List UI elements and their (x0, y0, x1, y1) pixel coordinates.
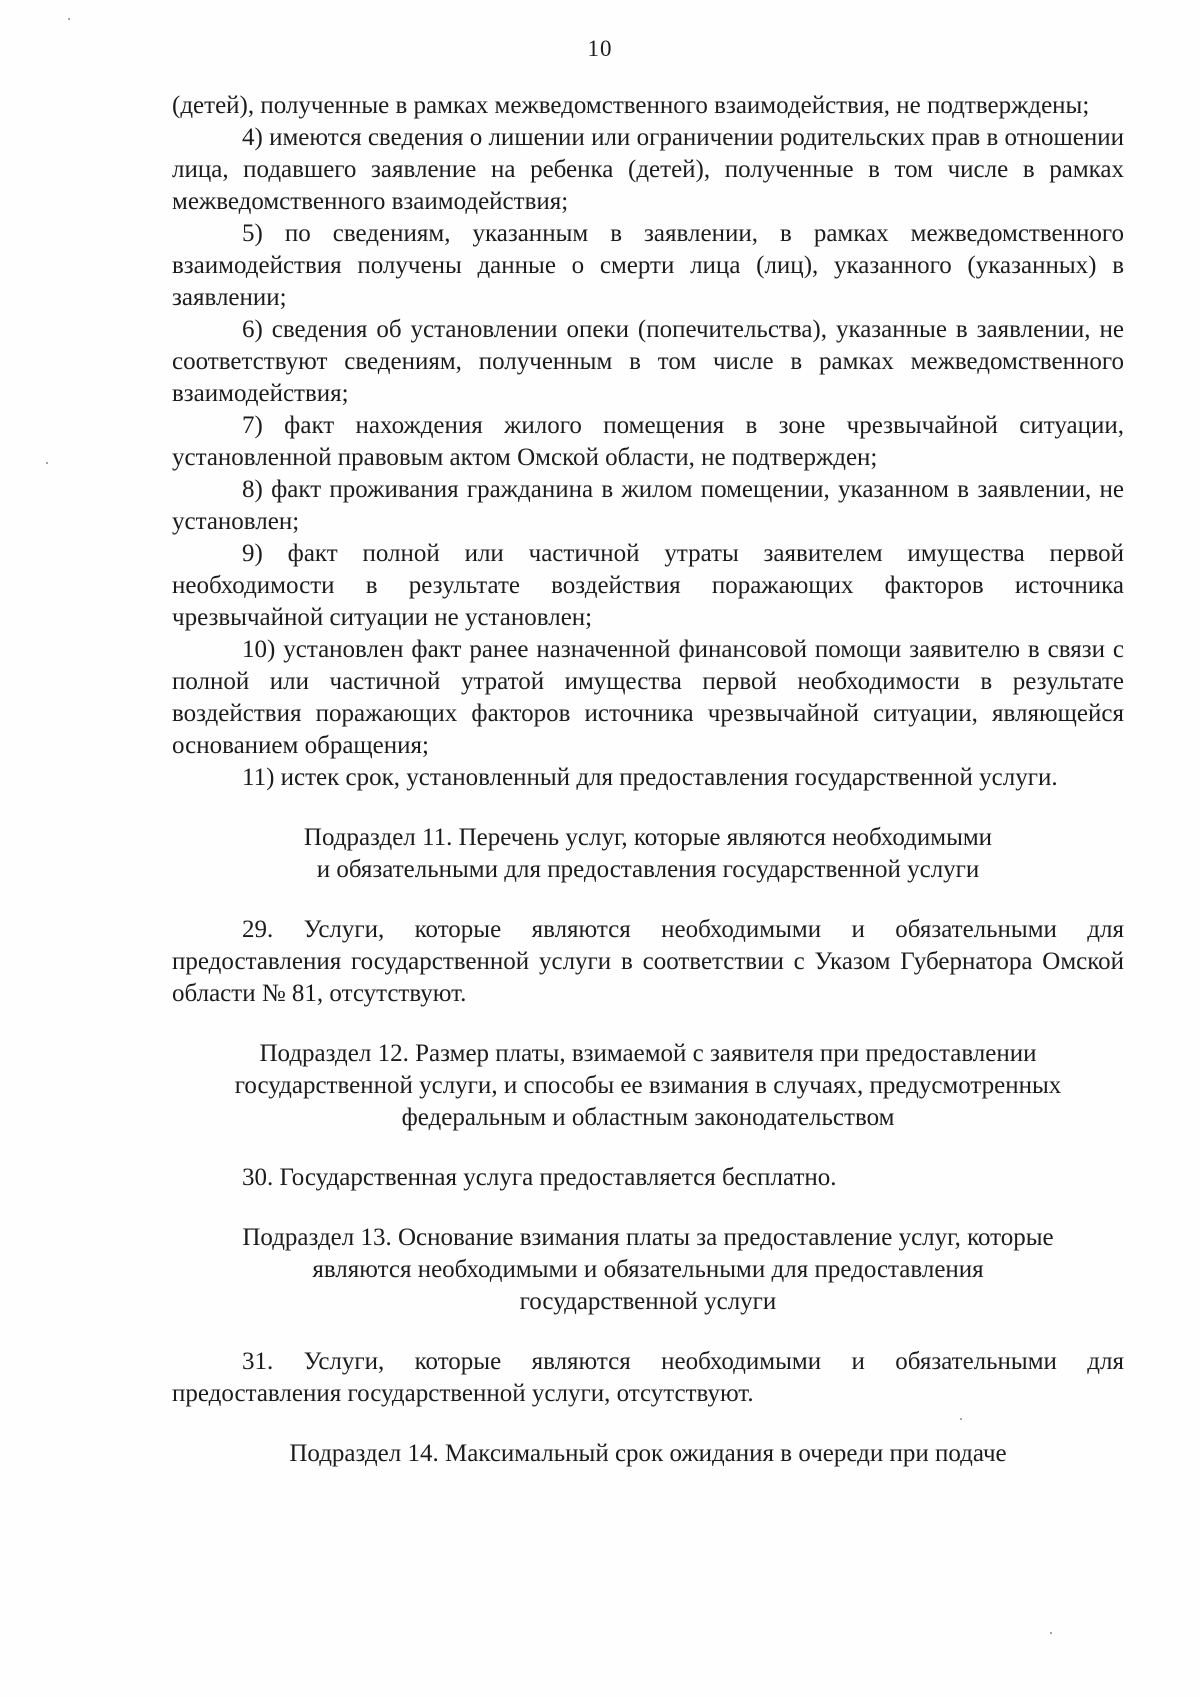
scan-speck (68, 18, 70, 20)
subsection-12-heading (172, 1038, 1124, 1134)
list-item-5: 5) по сведениям, указанным в заявлении, в рамках межведомственного взаимодействия получены данные о смерти лица (лиц), указанного (указанных) в заявлении; (172, 220, 1124, 311)
subsection-11-line-1: Подраздел 11. Перечень услуг, которые являются необходимыми (303, 824, 993, 851)
subsection-13-line-1: Подраздел 13. Основание взимания платы за предоставление услуг, которые (242, 1224, 1054, 1251)
subsection-12-line-1: Подраздел 12. Размер платы, взимаемой с заявителя при предоставлении (259, 1040, 1037, 1067)
subsection-13-heading (172, 1222, 1124, 1318)
paragraph-31: 31. Услуги, которые являются необходимыми и обязательными для предоставления государственной услуги, отсутствуют. (172, 1348, 1124, 1407)
subsection-13-line-2: являются необходимыми и обязательными для предоставления (312, 1256, 984, 1283)
list-item-11: 11) истек срок, установленный для предоставления государственной услуги. (242, 764, 1058, 791)
subsection-11-heading (172, 822, 1124, 886)
list-item-6: 6) сведения об установлении опеки (попечительства), указанные в заявлении, не соответствуют сведениям, полученным в том числе в рамках межведомственного взаимодействия; (172, 316, 1124, 407)
paragraph-continuation: (детей), полученные в рамках межведомственного взаимодействия, не подтверждены; (172, 92, 1090, 119)
list-item-4: 4) имеются сведения о лишении или ограничении родительских прав в отношении лица, подавшего заявление на ребенка (детей), полученные в том числе в рамках межведомственного взаимодействия; (172, 124, 1124, 215)
list-item-9: 9) факт полной или частичной утраты заявителем имущества первой необходимости в результате воздействия поражающих факторов источника чрезвычайной ситуации не установлен; (172, 540, 1124, 631)
subsection-12-line-3: федеральным и областным законодательством (401, 1104, 895, 1131)
scan-speck (46, 462, 48, 464)
page-number: 10 (587, 36, 613, 61)
scan-speck (1050, 1632, 1052, 1634)
subsection-14-heading (172, 1438, 1124, 1470)
list-item-8: 8) факт проживания гражданина в жилом помещении, указанном в заявлении, не установлен; (172, 476, 1124, 535)
list-item-10: 10) установлен факт ранее назначенной финансовой помощи заявителю в связи с полной или частичной утратой имущества первой необходимости в результате воздействия поражающих факторов источника чрезвычайной ситуации, являющейся основанием обращения; (172, 636, 1124, 759)
paragraph-29: 29. Услуги, которые являются необходимыми и обязательными для предоставления государственной услуги в соответствии с Указом Губернатора Омской области № 81, отсутствуют. (172, 916, 1124, 1007)
list-item-7: 7) факт нахождения жилого помещения в зоне чрезвычайной ситуации, установленной правовым актом Омской области, не подтвержден; (172, 412, 1124, 471)
document-body (172, 90, 1124, 1470)
subsection-11-line-2: и обязательными для предоставления государственной услуги (316, 856, 980, 883)
scan-speck (960, 1418, 962, 1420)
subsection-12-line-2: государственной услуги, и способы ее взимания в случаях, предусмотренных (234, 1072, 1062, 1099)
paragraph-30: 30. Государственная услуга предоставляется бесплатно. (242, 1164, 837, 1191)
subsection-14-line-1: Подраздел 14. Максимальный срок ожидания в очереди при подаче (289, 1440, 1007, 1467)
subsection-13-line-3: государственной услуги (519, 1288, 777, 1315)
